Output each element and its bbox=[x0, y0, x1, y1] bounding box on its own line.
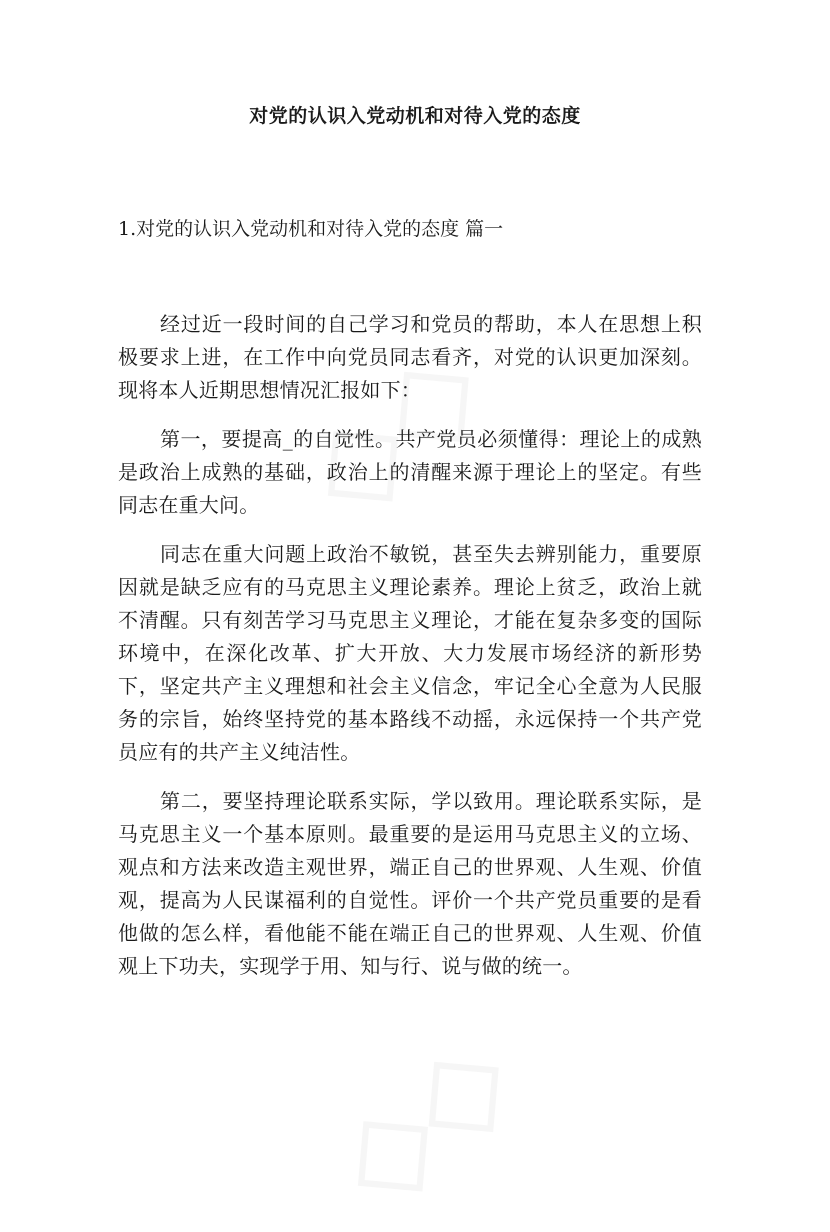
paragraph: 第二，要坚持理论联系实际，学以致用。理论联系实际，是马克思主义一个基本原则。最重要的是运用马克思主义的立场、观点和方法来改造主观世界，端正自己的世界观、人生观、价值观，提高为人民谋福利的自觉性。评价一个共产党员重要的是看他做的怎么样，看他能不能在端正自己的世界观、人生观、价值观上下功夫，实现学于用、知与行、说与做的统一。 bbox=[118, 789, 702, 978]
paragraph: 第一，要提高_的自觉性。共产党员必须懂得：理论上的成熟是政治上成熟的基础，政治上的清醒来源于理论上的坚定。有些同志在重大问。 bbox=[118, 427, 702, 517]
paragraph: 经过近一段时间的自己学习和党员的帮助，本人在思想上积极要求上进，在工作中向党员同志看齐，对党的认识更加深刻。现将本人近期思想情况汇报如下： bbox=[118, 312, 702, 402]
section-heading: 1.对党的认识入党动机和对待入党的态度 篇一 bbox=[118, 218, 504, 240]
body-text bbox=[118, 308, 702, 999]
document-title: 对党的认识入党动机和对待入党的态度 bbox=[249, 105, 581, 127]
paragraph: 同志在重大问题上政治不敏锐，甚至失去辨别能力，重要原因就是缺乏应有的马克思主义理论素养。理论上贫乏，政治上就不清醒。只有刻苦学习马克思主义理论，才能在复杂多变的国际环境中，在深化改革、扩大开放、大力发展市场经济的新形势下，坚定共产主义理想和社会主义信念，牢记全心全意为人民服务的宗旨，始终坚持党的基本路线不动摇，永远保持一个共产党员应有的共产主义纯洁性。 bbox=[118, 542, 702, 764]
watermark-graphic bbox=[307, 1007, 538, 1232]
